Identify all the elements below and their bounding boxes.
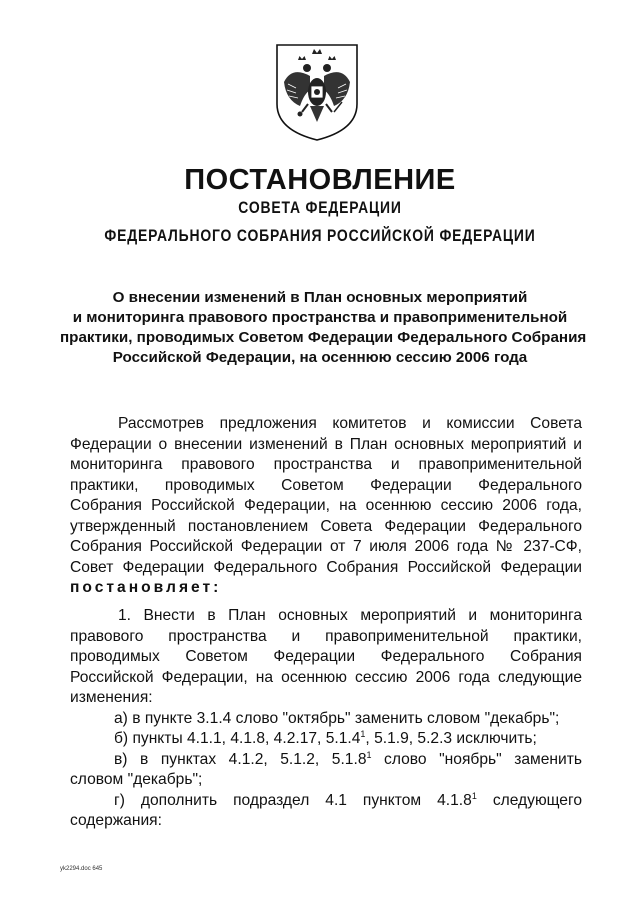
subitem-b — [70, 729, 582, 750]
item-1-line: Российской Федерации, на осеннюю сессию 2006 года следующие — [70, 668, 582, 686]
document-subject — [60, 288, 587, 368]
preamble-line: практики, проводимых Советом Федерации Федерального — [70, 476, 582, 494]
superscript: 1 — [366, 749, 372, 760]
subitem-c-text: слово "ноябрь" заменить — [371, 750, 583, 768]
issuer-line-1: СОВЕТА ФЕДЕРАЦИИ — [238, 198, 402, 217]
russian-coat-of-arms-icon — [274, 42, 360, 142]
superscript: 1 — [360, 728, 366, 739]
preamble-paragraph — [70, 414, 582, 599]
subitem-d-continuation: содержания: — [70, 812, 162, 829]
item-1-line: правового пространства и правоприменительной практики, — [70, 627, 582, 645]
subject-line: О внесении изменений в План основных мероприятий — [112, 289, 528, 306]
decree-word: постановляет: — [70, 579, 222, 596]
subitem-d — [70, 791, 582, 812]
preamble-line: мониторинга правового пространства и правоприменительной — [70, 456, 582, 473]
subitem-a: а) в пункте 3.1.4 слово "октябрь" заменить словом "декабрь"; — [114, 709, 560, 727]
preamble-line: утвержденный постановлением Совета Федерации Федерального — [70, 517, 582, 535]
preamble-line: Собрания Российской Федерации, на осеннюю сессию 2006 года, — [70, 497, 582, 514]
superscript: 1 — [471, 790, 477, 801]
preamble-line: Совет Федерации Федерального Собрания Российской Федерации — [70, 558, 582, 576]
subject-line: и мониторинга правового пространства и правоприменительной — [72, 309, 568, 326]
subject-line: Российской Федерации, на осеннюю сессию 2006 года — [112, 349, 528, 366]
subitem-c-text: в) в пунктах 4.1.2, 5.1.2, 5.1.8 — [114, 750, 367, 768]
subitem-b-text: , 5.1.9, 5.2.3 исключить; — [365, 730, 537, 747]
issuer-line-2: ФЕДЕРАЛЬНОГО СОБРАНИЯ РОССИЙСКОЙ ФЕДЕРАЦИИ — [104, 226, 536, 245]
item-1 — [70, 606, 582, 832]
preamble-line: Рассмотрев предложения комитетов и комиссии Совета — [118, 415, 582, 432]
subitem-d-text: следующего — [476, 791, 582, 809]
subitem-c — [70, 750, 582, 771]
document-title: ПОСТАНОВЛЕНИЕ — [184, 164, 456, 196]
preamble-line: Собрания Российской Федерации от 7 июля 2006 года № 237-СФ, — [70, 538, 582, 555]
item-1-line: проводимых Советом Федерации Федерального Собрания — [70, 648, 582, 665]
item-1-line: изменения: — [70, 689, 153, 706]
subject-line: практики, проводимых Советом Федерации Федерального Собрания — [60, 329, 587, 346]
item-1-line: 1. Внести в План основных мероприятий и мониторинга — [118, 607, 582, 624]
subitem-d-text: г) дополнить подраздел 4.1 пунктом 4.1.8 — [114, 791, 472, 809]
preamble-line: Федерации о внесении изменений в План основных мероприятий и — [70, 435, 582, 453]
subitem-c-continuation: словом "декабрь"; — [70, 771, 203, 788]
subitem-b-text: б) пункты 4.1.1, 4.1.8, 4.2.17, 5.1.4 — [114, 730, 361, 747]
file-reference: yk2294.doc 645 — [60, 866, 103, 872]
